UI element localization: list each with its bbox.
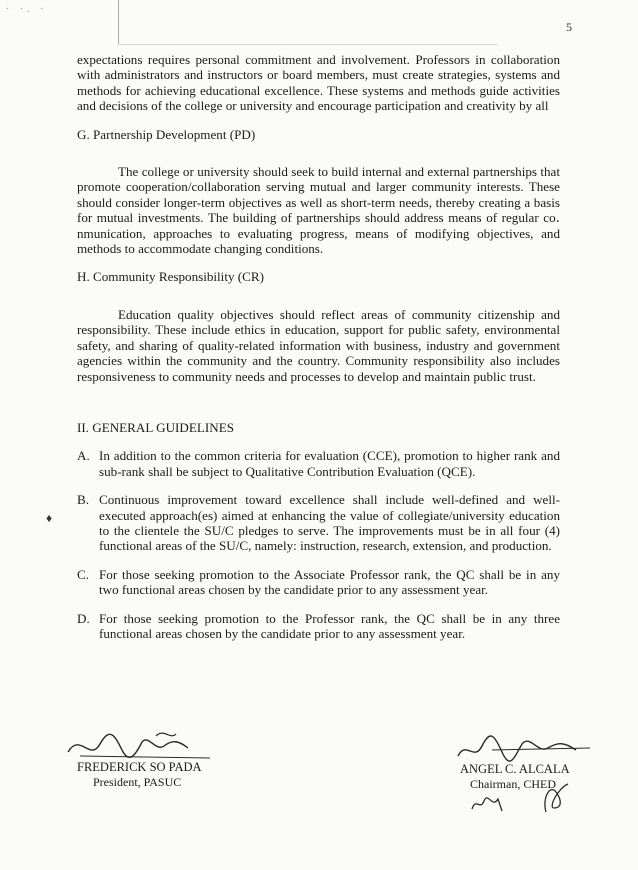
signatory-name-left: FREDERICK SO PADA: [77, 760, 202, 774]
document-body: [77, 52, 560, 641]
guideline-item-d: [77, 611, 560, 642]
section-g-heading: G. Partnership Development (PD): [77, 126, 256, 142]
signature-block-right: [452, 722, 592, 791]
section-g-body: The college or university should seek to build internal and external partnerships that promote cooperation/collaboration serving mutual and larger community interests. These should consider longer-term objectives as well as short-term needs, thereby creating a basis for mutual investments. The building of partnerships should address means of regular co․nmunication, approaches to evaluating progress, means of modifying objectives, and methods to accommodate changing conditions.: [77, 164, 560, 257]
page-number: 5: [566, 20, 572, 34]
signatory-title-left: President, PASUC: [93, 775, 182, 789]
signatory-name-right: ANGEL C. ALCALA: [460, 762, 570, 776]
guideline-letter: B.: [77, 492, 90, 508]
guideline-text: For those seeking promotion to the Professor rank, the QC shall be in any three functional areas chosen by the candidate prior to any assessment year.: [99, 610, 560, 641]
margin-bullet-mark: ♦: [46, 511, 53, 525]
scan-top-line: [118, 44, 498, 45]
signatory-title-right: Chairman, CHED: [470, 777, 556, 791]
handwritten-initials-mark: [536, 778, 576, 818]
guideline-item-a: [77, 448, 560, 479]
guideline-letter: D.: [77, 610, 90, 626]
guideline-item-b: [77, 492, 560, 554]
guideline-text: For those seeking promotion to the Associate Professor rank, the QC shall be in any two functional areas chosen by the candidate prior to any assessment year.: [99, 566, 560, 598]
guideline-item-c: [77, 567, 560, 598]
section-h-body: Education quality objectives should reflect areas of community citizenship and responsibility. These include ethics in education, support for public safety, environmental safety, and sharing of quality-related information with business, industry and government agencies within the community and the country. Community responsibility also includes responsiveness to community needs and processes to develop and maintain public trust.: [77, 306, 560, 384]
section-ii-heading: II. GENERAL GUIDELINES: [77, 419, 234, 435]
guideline-letter: A.: [77, 448, 90, 464]
intro-paragraph: expectations requires personal commitment and involvement. Professors in collaboration with administrators and instructors or board members, must create strategies, systems and methods for achieving educational excellence. These systems and methods guide activities and decisions of the college or university and encourage participation and creativity by all: [77, 52, 560, 114]
scan-specks: · ·. ·: [6, 4, 48, 15]
signature-block-left: [60, 722, 230, 789]
guideline-text: In addition to the common criteria for evaluation (CCE), promotion to higher rank and sub-rank shall be subject to Qualitative Contribution Evaluation (QCE).: [99, 448, 560, 479]
handwritten-initials: [468, 793, 508, 815]
guideline-text: Continuous improvement toward excellence shall include well-defined and well-executed approach(es) aimed at enhancing the value of collegiate/university education to the clientele the SU/C pledges to serve. The improvements must be in all four (4) functional areas of the SU/C, namely: instruction, research, extension, and production.: [99, 492, 560, 554]
scan-margin-line: [118, 0, 119, 44]
section-h-heading: H. Community Responsibility (CR): [77, 269, 264, 285]
guideline-letter: C.: [77, 566, 90, 582]
